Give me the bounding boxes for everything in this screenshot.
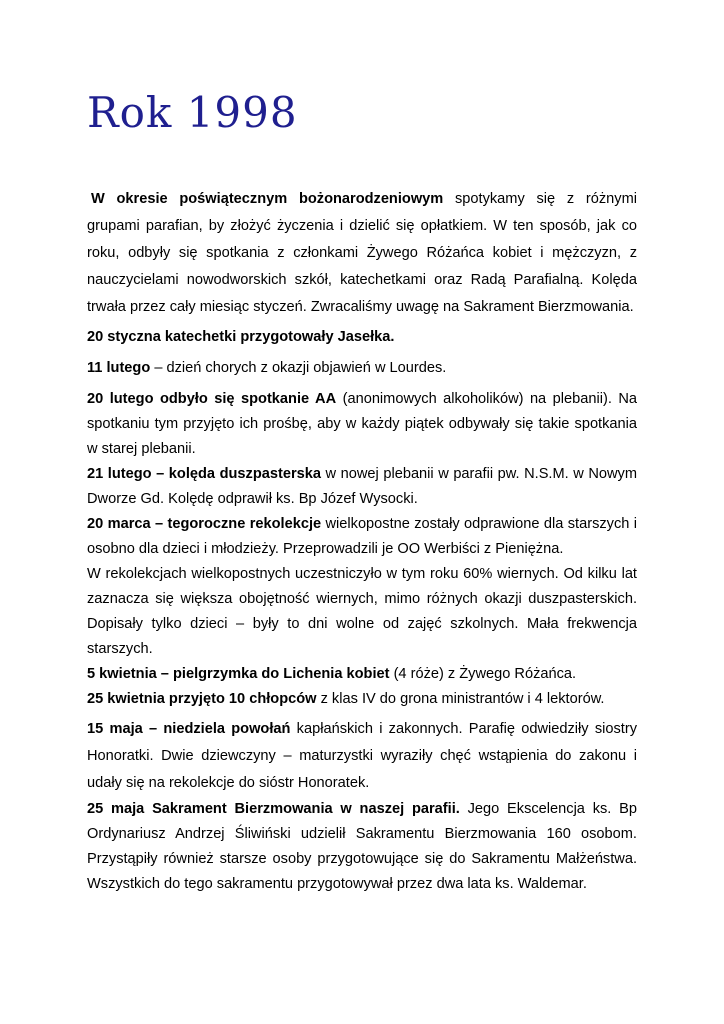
paragraph-lead: 25 maja Sakrament Bierzmowania w naszej parafii. [87,801,460,817]
paragraph-text: kapłańskich i zakonnych. Parafię odwiedziły siostry Honoratki. Dwie dziewczyny – maturzystki wyraziły chęć wstąpienia do zakonu i udały się na rekolekcje do sióstr Honoratek. [87,721,637,791]
paragraph-vocations [87,716,637,797]
paragraph-lead: 20 lutego odbyło się spotkanie AA [87,391,337,407]
paragraph-text: Jego Ekscelencja ks. Bp Ordynariusz Andrzej Śliwiński udzielił Sakramentu Bierzmowania 160 osobom. Przystąpiły również starsze osoby przygotowujące się do Sakramentu Małżeństwa. Wszystkich do tego sakramentu przygotowywał przez dwa lata ks. Waldemar. [87,801,638,892]
paragraph-sick-day [87,356,637,381]
paragraph-text: spotykamy się z różnymi grupami parafian, by złożyć życzenia i dzielić się opłatkiem. W ten sposób, jak co roku, odbyły się spotkania z członkami Żywego Różańca kobiet i mężczyzn, z nauczycielami nowodworskich szkół, katechetkami oraz Radą Parafialną. Kolęda trwała przez cały miesiąc styczeń. Zwracaliśmy uwagę na Sakrament Bierzmowania. [87,191,637,315]
paragraph-text: w nowej plebanii w parafii pw. N.S.M. w Nowym Dworze Gd. Kolędę odprawił ks. Bp Józef Wysocki. [87,466,637,507]
paragraph-text: (anonimowych alkoholików) na plebanii). Na spotkaniu tym przyjęto ich prośbę, aby w każdy piątek odbywały się takie spotkania w starej plebanii. [87,391,637,457]
paragraph-text: – dzień chorych z okazji objawień w Lourdes. [150,360,447,376]
paragraph-lead: W okresie poświątecznym bożonarodzeniowym [91,191,444,207]
paragraph-retreat [87,512,637,562]
paragraph-text: (4 róże) z Żywego Różańca. [389,666,577,682]
paragraph-pastoral-visit [87,462,637,512]
paragraph-lead: 5 kwietnia – pielgrzymka do Lichenia kobiet [87,666,390,682]
page-title: Rok 1998 [87,88,298,137]
paragraph-lead: 21 lutego – kolęda duszpasterska [87,466,321,482]
paragraph-altar-boys [87,687,637,712]
paragraph-lead: 25 kwietnia przyjęto 10 chłopców [87,691,317,707]
paragraph-lead: 20 styczna katechetki przygotowały Jasełka. [87,329,395,345]
paragraph-lead: 20 marca – tegoroczne rekolekcje [87,516,322,532]
paragraph-lead: 15 maja – niedziela powołań [87,721,291,737]
paragraph-confirmation [87,797,637,897]
paragraph-text: W rekolekcjach wielkopostnych uczestniczyło w tym roku 60% wiernych. Od kilku lat zaznacza się większa obojętność wiernych, mimo różnych okazji duszpasterskich. Dopisały tylko dzieci – były to dni wolne od zajęć szkolnych. Mała frekwencja starszych. [87,566,637,657]
paragraph-aa-meeting [87,387,637,462]
paragraph-jaselka [87,325,637,350]
paragraph-lead: 11 lutego [87,360,151,376]
document-body [87,186,637,897]
paragraph-pilgrimage [87,662,637,687]
paragraph-christmas-meetings [87,186,637,321]
paragraph-text: wielkopostne zostały odprawione dla starszych i osobno dla dzieci i młodzieży. Przeprowadzili je OO Werbiści z Pieniężna. [87,516,637,557]
paragraph-text: z klas IV do grona ministrantów i 4 lektorów. [316,691,605,707]
paragraph-attendance [87,562,637,662]
